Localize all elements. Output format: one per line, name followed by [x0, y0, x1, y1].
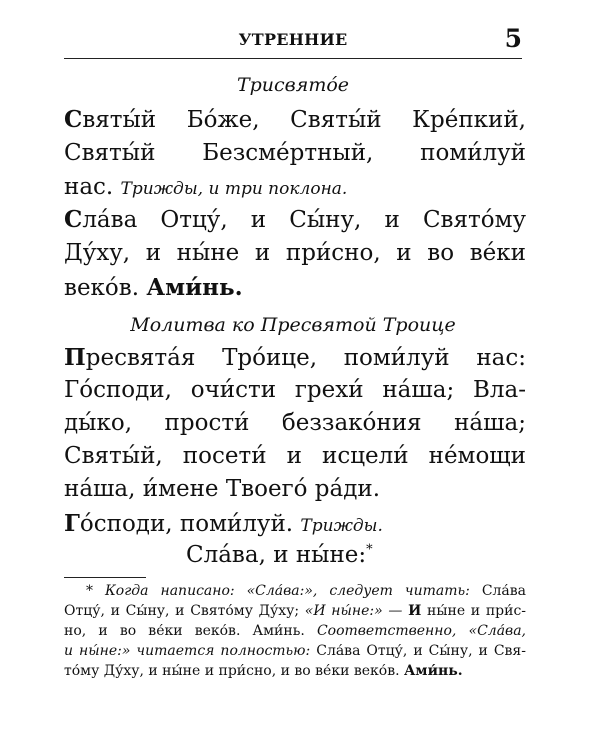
prayer-line — [64, 206, 526, 233]
prayer-text: ресвята́я Тро́ице, поми́луй нас: — [85, 345, 526, 371]
initial-letter: П — [64, 344, 86, 371]
footnote-text: Сла́ва Отцу́, и Сы́ну, и Свя- — [316, 643, 526, 659]
footnote-rubric: Соответственно, «Сла́ва, — [316, 623, 526, 639]
footnote-text: ны́не и при́с- — [427, 603, 527, 619]
prayer-line — [64, 274, 526, 301]
prayer-line: Святы́й Безсме́ртный, поми́луй — [64, 140, 526, 166]
prayer-line — [64, 174, 526, 200]
footnote-line — [64, 663, 526, 679]
prayer-text: ла́ва Отцу́, и Сы́ну, и Свято́му — [82, 207, 526, 233]
footnote-marker: * — [86, 583, 93, 599]
rubric: Трижды, и три поклона. — [120, 179, 348, 199]
prayer-line — [64, 344, 526, 371]
prayer-text: нас. — [64, 174, 114, 200]
running-head: УТРЕННИЕ — [238, 30, 348, 49]
footnote-line — [64, 603, 526, 619]
prayer-line: на́ша, и́мене Твоего́ ра́ди. — [64, 476, 381, 502]
page-number: 5 — [504, 24, 522, 53]
section-title-trisagion: Трисвято́е — [236, 74, 350, 96]
prayer-line: Го́споди, очи́сти грехи́ на́ша; Вла- — [64, 377, 526, 403]
gloria-line — [186, 542, 373, 568]
header-rule — [64, 58, 522, 59]
prayer-line — [64, 510, 526, 537]
footnote-rubric: Когда написано: «Сла́ва:», следует читать: — [104, 583, 470, 599]
footnote-line — [64, 623, 526, 639]
section-title-trinity: Молитва ко Пресвятой Троице — [130, 314, 456, 336]
amen: Ами́нь. — [146, 274, 243, 301]
prayer-text: Сла́ва, и ны́не: — [186, 542, 367, 568]
footnote-rubric: и ны́не:» читается полностью: — [64, 643, 311, 659]
footnote-marker: * — [366, 542, 373, 558]
prayer-line: Ду́ху, и ны́не и при́сно, и во ве́ки — [64, 240, 526, 266]
prayer-line — [64, 106, 526, 133]
rubric: Трижды. — [300, 516, 383, 536]
initial-letter: Г — [64, 510, 80, 537]
footnote-bold: Ами́нь. — [404, 663, 463, 679]
footnote-bold: И — [408, 603, 422, 619]
footnote-rubric: «И ны́не:» — — [304, 603, 403, 619]
footnote-line — [64, 643, 526, 659]
footnote-text: но, и во ве́ки веко́в. Ами́нь. — [64, 623, 305, 639]
prayer-text: веко́в. — [64, 275, 140, 301]
footnote-line — [64, 583, 526, 599]
initial-letter: С — [64, 206, 83, 233]
prayer-line: Святы́й, посети́ и исцели́ не́мощи — [64, 443, 526, 469]
footnote-text: Сла́ва — [481, 583, 527, 599]
footnote-text: Отцу́, и Сы́ну, и Свято́му Ду́ху; — [64, 603, 300, 619]
footnote-text: то́му Ду́ху, и ны́не и при́сно, и во ве́ки веко́в. — [64, 663, 400, 679]
prayer-line: ды́ко, прости́ беззако́ния на́ша; — [64, 410, 526, 436]
footnote-rule — [64, 577, 146, 578]
prayer-text: вяты́й Бо́же, Святы́й Кре́пкий, — [82, 107, 526, 133]
prayer-text: о́споди, поми́луй. — [79, 511, 294, 537]
initial-letter: С — [64, 106, 83, 133]
page-header — [64, 24, 522, 62]
